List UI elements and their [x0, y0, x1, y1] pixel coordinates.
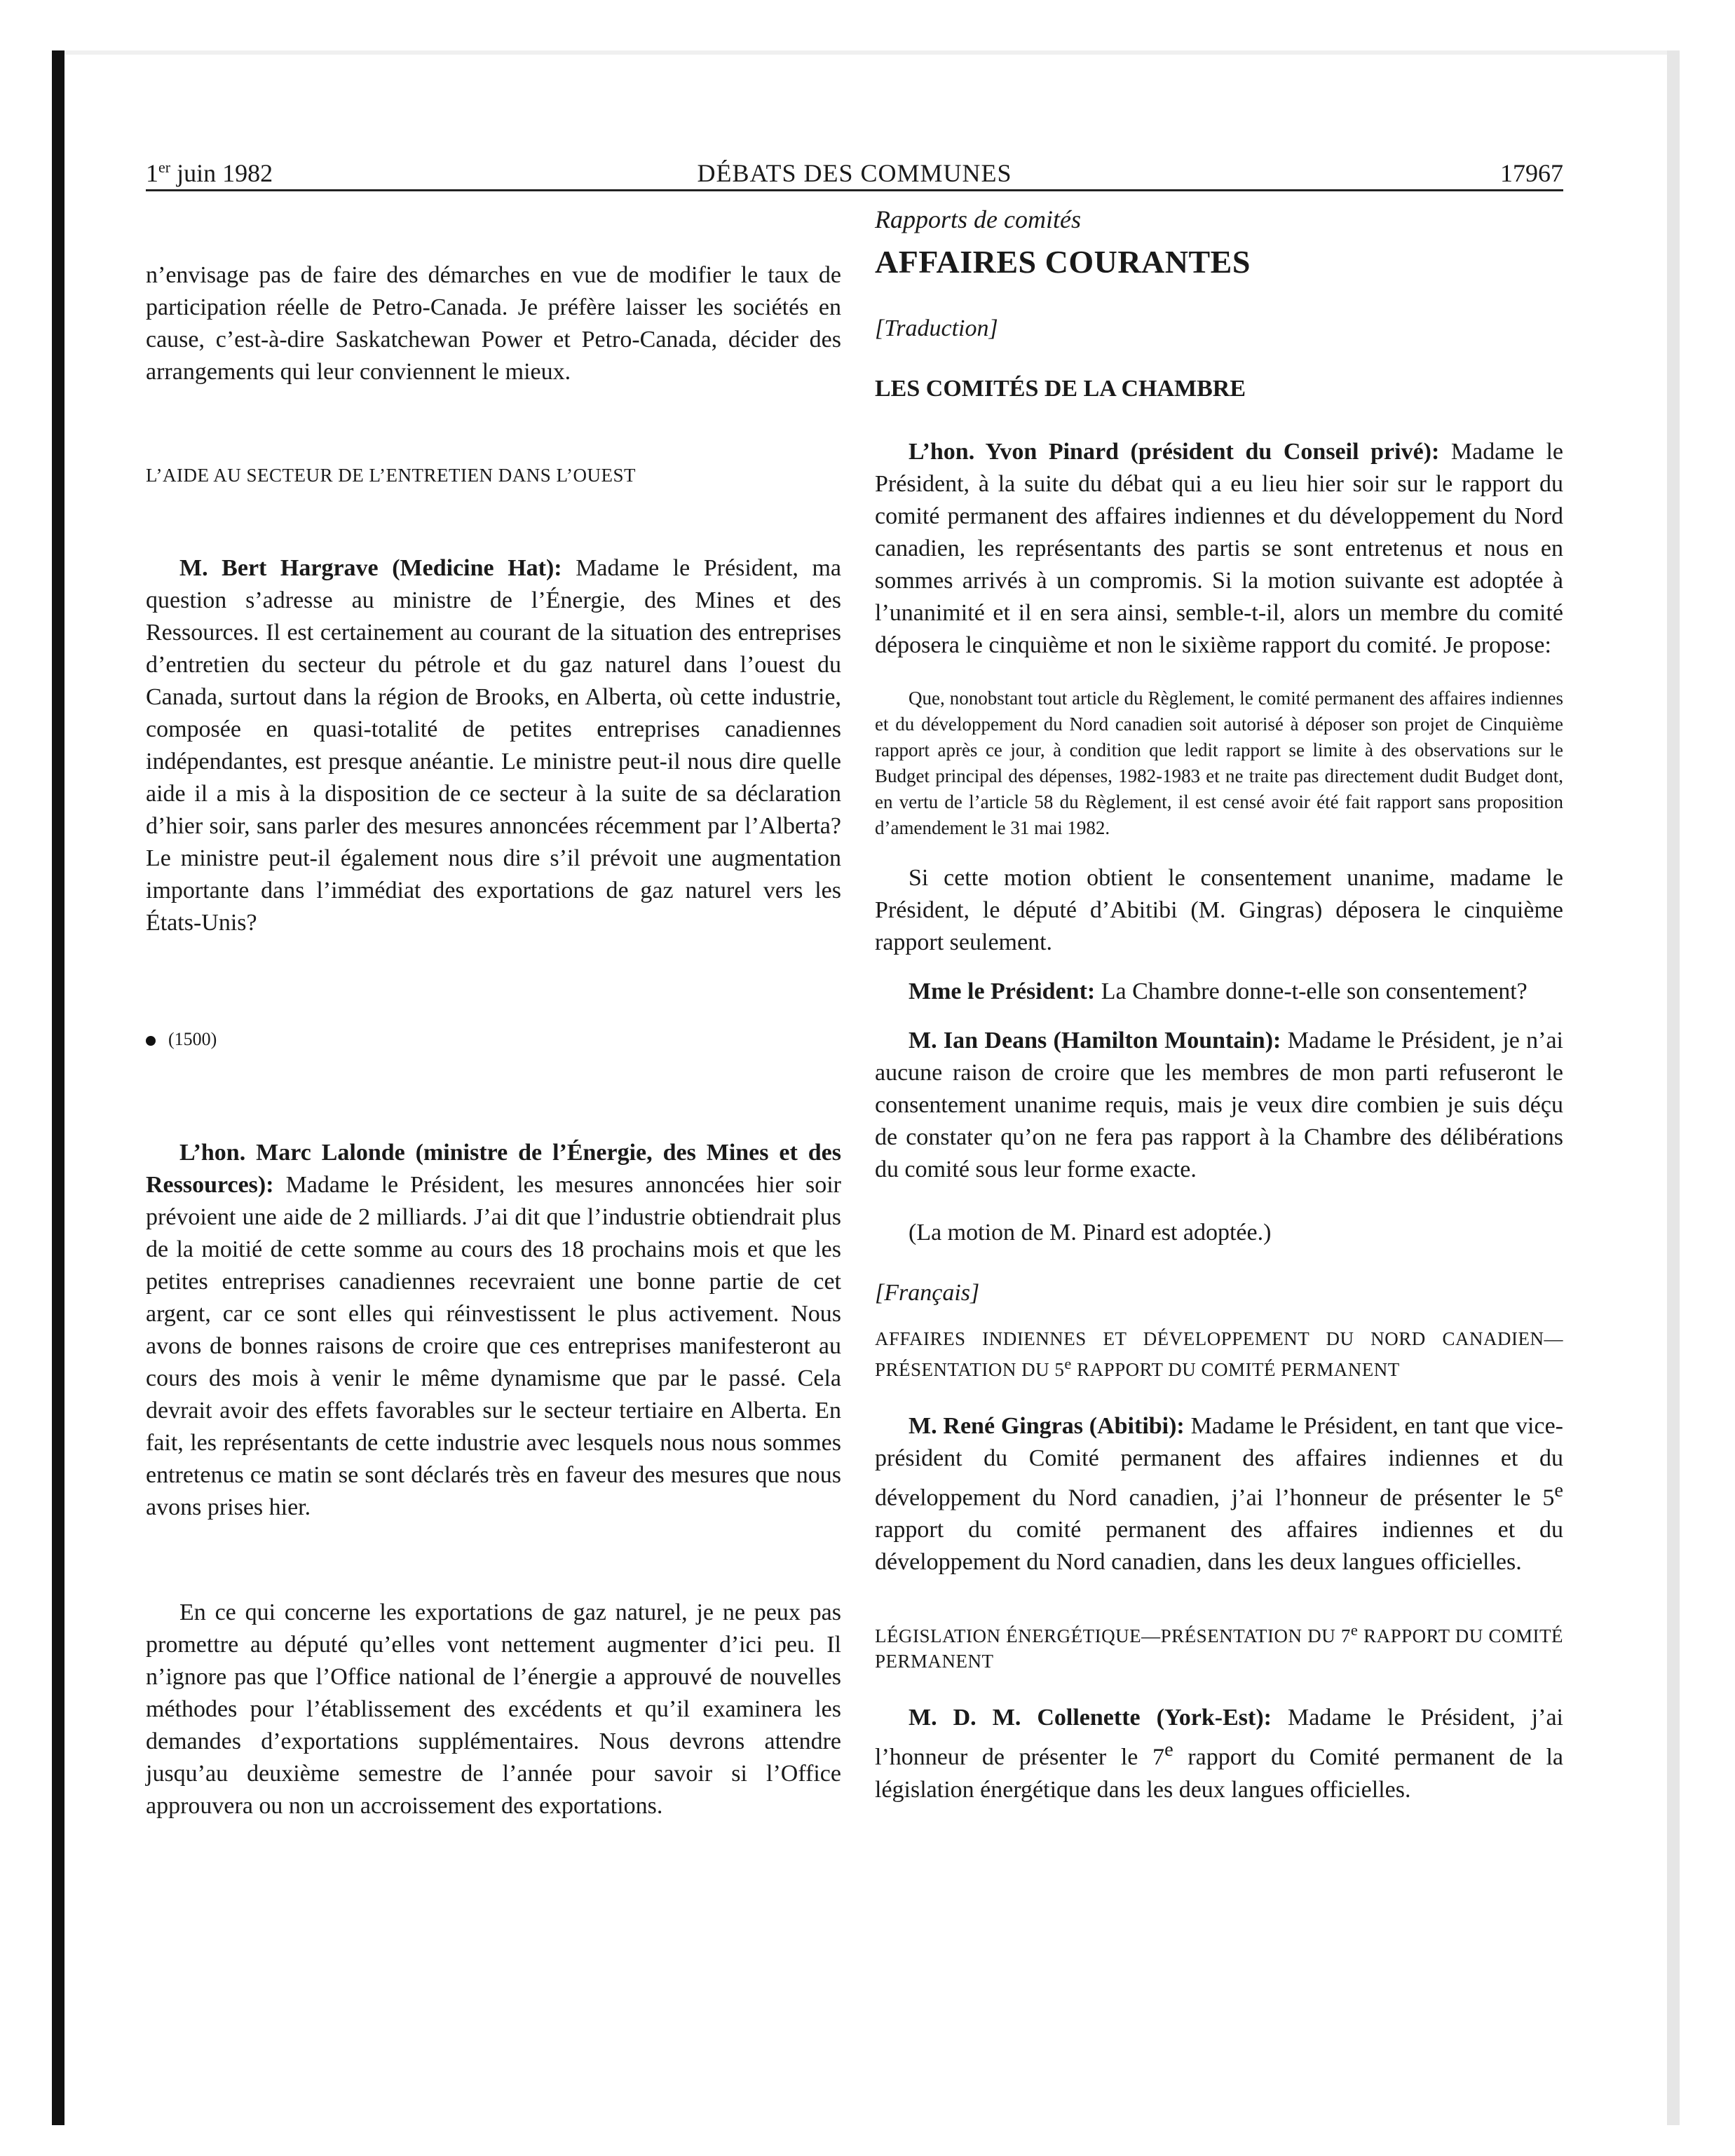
header-title: DÉBATS DES COMMUNES: [697, 159, 1012, 187]
speech-hargrave: M. Bert Hargrave (Medicine Hat): Madame le Président, ma question s’adresse au ministre de l’Énergie, des Mines et des Ressources. Il est certainement au courant de la situation des entreprises d’entretien du secteur du pétrole et du gaz naturel dans l’ouest du Canada, surtout dans la région de Brooks, en Alberta, où cette industrie, composée en quasi-totalité de petites entreprises canadiennes indépendantes, est presque anéantie. Le ministre peut-il nous dire quelle aide il a mis à la disposition de ce secteur à la suite de sa déclaration d’hier soir, sans parler des mesures annoncées récemment par l’Alberta? Le ministre peut-il également nous dire s’il prévoit une augmentation importante dans l’immédiat des exportations de gaz naturel vers les États-Unis?: [146, 555, 841, 936]
page-header: [146, 156, 1563, 191]
speaker-pinard: L’hon. Yvon Pinard (président du Conseil privé):: [909, 439, 1440, 465]
scan-edge-top: [52, 50, 1680, 55]
left-column: [146, 203, 841, 1822]
speech-gingras: M. René Gingras (Abitibi): Madame le Président, en tant que vice-président du Comité permanent des affaires indiennes et du développement du Nord canadien, j’ai l’honneur de présenter le 5e rapport du comité permanent des affaires indiennes et du développement du Nord canadien, dans les deux langues officielles.: [875, 1413, 1564, 1576]
speech-collenette: M. D. M. Collenette (York-Est): Madame le Président, j’ai l’honneur de présenter le 7e rapport du Comité permanent de la législation énergétique dans les deux langues officielles.: [875, 1705, 1564, 1803]
running-head: Rapports de comités: [875, 205, 1081, 233]
motion-adopted: (La motion de M. Pinard est adoptée.): [909, 1220, 1272, 1246]
speech-lalonde-continued: En ce qui concerne les exportations de gaz naturel, je ne peux pas promettre au député qu’elles vont nettement augmenter d’ici peu. Il n’ignore pas que l’Office national de l’énergie a approuvé de nouvelles méthodes pour l’établissement des excédents et qu’il examinera les demandes d’exportations supplémentaires. Nous devrons attendre jusqu’au deuxième semestre de l’année pour savoir si l’Office approuvera ou non un accroissement des exportations.: [146, 1599, 841, 1819]
main-heading: AFFAIRES COURANTES: [875, 244, 1251, 280]
motion-text: Que, nonobstant tout article du Règlement, le comité permanent des affaires indiennes et du développement du Nord canadien soit autorisé à déposer son projet de Cinquième rapport après ce jour, à condition que ledit rapport se limite à des observations sur le Budget principal des dépenses, 1982-1983 et ne traite pas directement dudit Budget dont, en vertu de l’article 58 du Règlement, il est censé avoir été fait rapport sans proposition d’amendement le 31 mai 1982.: [875, 688, 1563, 838]
right-column: [875, 203, 1563, 1806]
speaker-hargrave: M. Bert Hargrave (Medicine Hat):: [179, 555, 562, 581]
section-heading-affaires-indiennes: AFFAIRES INDIENNES ET DÉVELOPPEMENT DU NORD CANADIEN—PRÉSENTATION DU 5e RAPPORT DU COMITÉ PERMANENT: [875, 1328, 1563, 1380]
section-heading-aide-secteur: L’AIDE AU SECTEUR DE L’ENTRETIEN DANS L’OUEST: [146, 465, 636, 486]
speech-pinard: L’hon. Yvon Pinard (président du Conseil privé): Madame le Président, à la suite du débat qui a eu lieu hier soir sur le rapport du comité permanent des affaires indiennes et du développement du Nord canadien, les représentants des partis se sont entretenus et nous en sommes arrivés à un compromis. Si la motion suivante est adoptée à l’unanimité et il en sera ainsi, semble-t-il, alors un membre du comité déposera le cinquième et non le sixième rapport du comité. Je propose:: [875, 439, 1563, 658]
section-heading-legislation-energetique: LÉGISLATION ÉNERGÉTIQUE—PRÉSENTATION DU 7e RAPPORT DU COMITÉ PERMANENT: [875, 1621, 1563, 1672]
speaker-mme-president: Mme le Président:: [909, 978, 1096, 1004]
time-marker: (1500): [146, 1023, 841, 1056]
header-date: 1er juin 1982: [146, 158, 273, 187]
speaker-collenette: M. D. M. Collenette (York-Est):: [909, 1705, 1272, 1731]
speaker-lalonde: L’hon. Marc Lalonde (ministre de l’Énergie, des Mines et des Ressources):: [146, 1140, 841, 1198]
speaker-gingras: M. René Gingras (Abitibi):: [909, 1413, 1185, 1439]
header-page-number: 17967: [1500, 159, 1563, 187]
tag-traduction: [Traduction]: [875, 315, 998, 341]
speech-mme-president: Mme le Président: La Chambre donne-t-elle son consentement?: [909, 978, 1528, 1004]
paragraph-consent: Si cette motion obtient le consentement unanime, madame le Président, le député d’Abitibi (M. Gingras) déposera le cinquième rapport seulement.: [875, 865, 1563, 955]
section-heading-comites: LES COMITÉS DE LA CHAMBRE: [875, 376, 1246, 402]
bullet-icon: [146, 1036, 156, 1046]
speech-deans: M. Ian Deans (Hamilton Mountain): Madame le Président, je n’ai aucune raison de croire que les membres de mon parti refuseront le consentement unanime requis, mais je veux dire combien je suis déçu de constater qu’on ne fera pas rapport à la Chambre des délibérations du comité sous leur forme exacte.: [875, 1028, 1564, 1182]
tag-francais: [Français]: [875, 1280, 980, 1306]
scan-edge-right: [1667, 50, 1680, 2125]
scan-edge-left: [52, 50, 64, 2125]
speaker-deans: M. Ian Deans (Hamilton Mountain):: [909, 1028, 1281, 1053]
paragraph-continuation: n’envisage pas de faire des démarches en vue de modifier le taux de participation réelle de Petro-Canada. Je préfère laisser les sociétés en cause, c’est-à-dire Saskatchewan Power et Petro-Canada, décider des arrangements qui leur conviennent le mieux.: [146, 262, 841, 385]
speech-lalonde: L’hon. Marc Lalonde (ministre de l’Énergie, des Mines et des Ressources): Madame le Président, les mesures annoncées hier soir prévoient une aide de 2 milliards. J’ai dit que l’industrie obtiendrait plus de la moitié de cette somme au cours des 18 prochains mois et que les petites entreprises canadiennes recevraient une bonne partie de cet argent, car ce sont elles qui réinvestissent le plus activement. Nous avons de bonnes raisons de croire que ces entreprises manifesteront au cours des mois à venir le même dynamisme que par le passé. Cela devrait avoir des effets favorables sur le secteur tertiaire en Alberta. En fait, les représentants de cette industrie avec lesquels nous nous sommes entretenus ce matin se sont déclarés très en faveur des mesures que nous avons prises hier.: [146, 1140, 841, 1520]
